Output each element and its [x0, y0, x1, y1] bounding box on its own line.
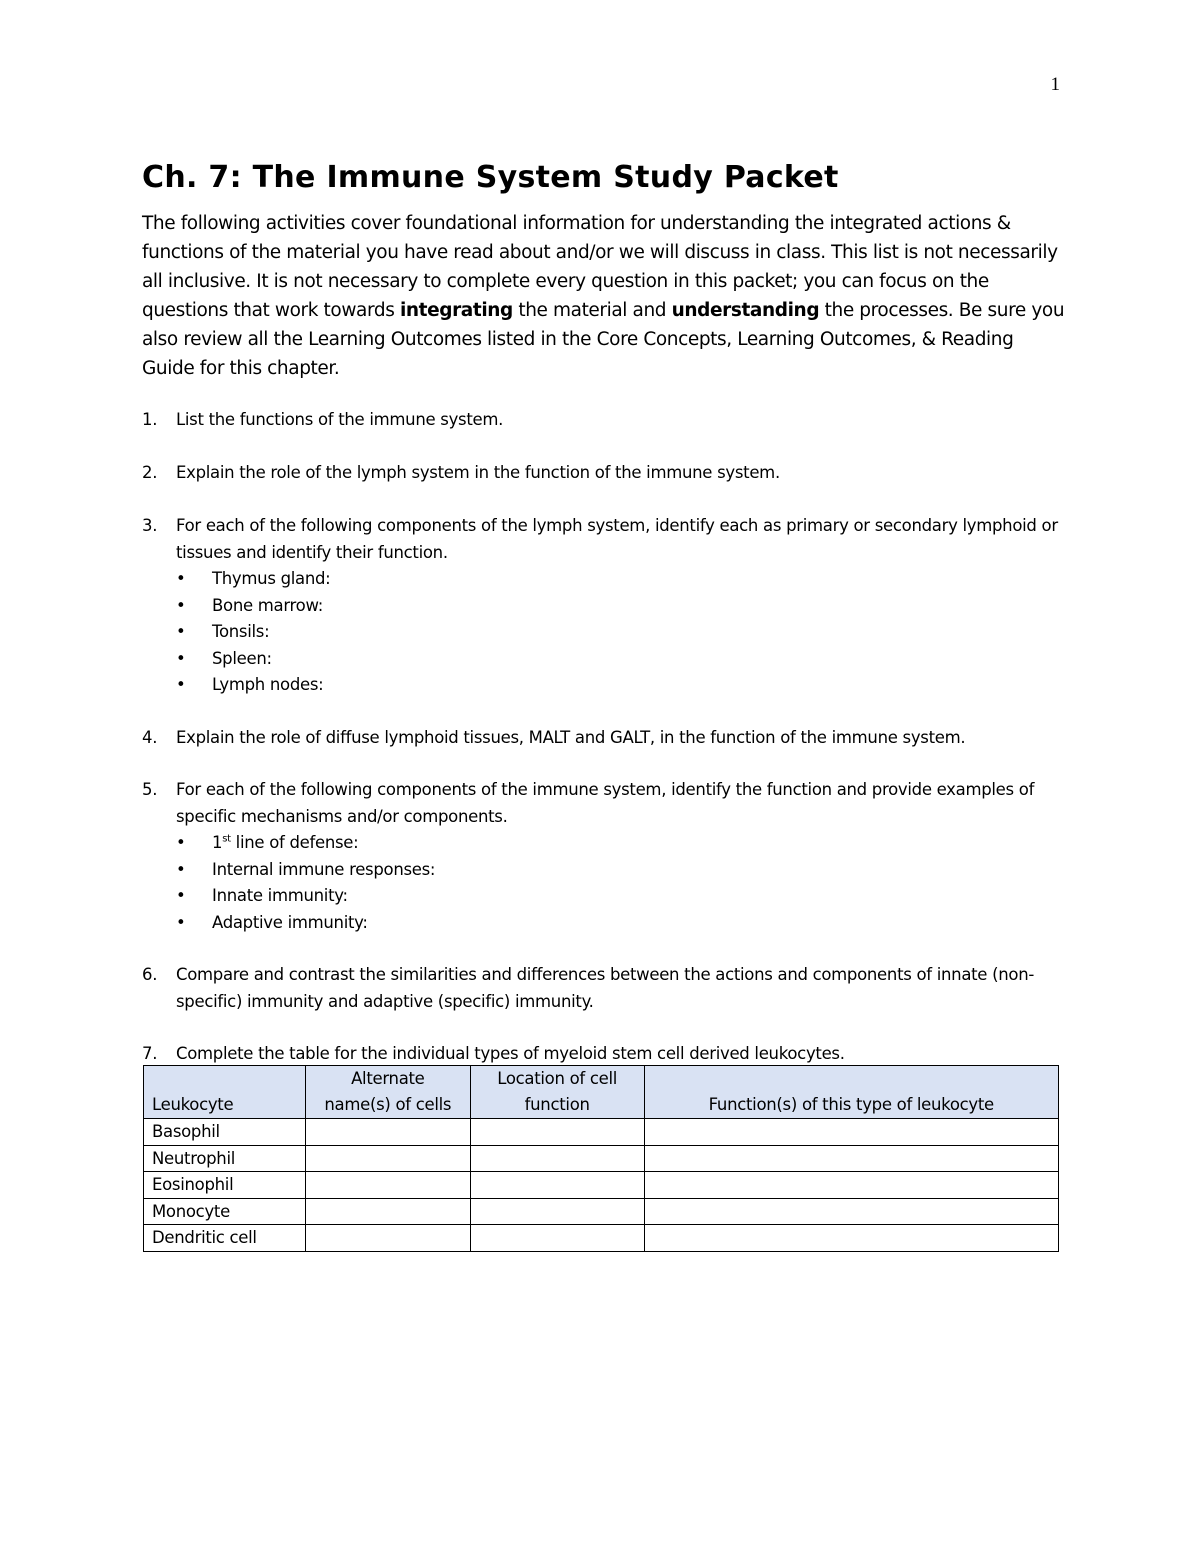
question-number: 6.: [142, 965, 158, 984]
question-text: Compare and contrast the similarities and differences between the actions and components of innate (non-specific) immunity and adaptive (specific) immunity.: [176, 965, 1035, 1011]
function-cell[interactable]: [644, 1198, 1058, 1225]
location-cell[interactable]: [470, 1145, 644, 1172]
table-row: [144, 1172, 1059, 1199]
column-header-location: Location of cell function: [470, 1066, 644, 1119]
list-item: • Spleen:: [176, 646, 1062, 673]
leukocyte-name-cell: Dendritic cell: [144, 1225, 306, 1252]
question-number: 5.: [142, 780, 158, 799]
intro-paragraph: [142, 209, 1067, 383]
bullet-icon: •: [176, 675, 186, 694]
leukocyte-name-cell: Basophil: [144, 1119, 306, 1146]
page-number: 1: [1050, 74, 1060, 95]
question-number: 3.: [142, 516, 158, 535]
alternate-names-cell[interactable]: [305, 1225, 470, 1252]
question-text: Explain the role of the lymph system in the function of the immune system.: [176, 463, 780, 482]
intro-text-1: The following activities cover foundational information for understanding the integrated actions & functions of the material you have read about and/or we will discuss in class. This list is not necessarily all inclusive. It is not necessary to complete every question in this packet; you can focus on the questions that work towards: [142, 213, 1058, 321]
list-item: • Thymus gland:: [176, 566, 1062, 593]
leukocyte-name-cell: Eosinophil: [144, 1172, 306, 1199]
question-text: Complete the table for the individual types of myeloid stem cell derived leukocytes.: [176, 1044, 845, 1063]
alternate-names-cell[interactable]: [305, 1198, 470, 1225]
column-header-leukocyte: Leukocyte: [144, 1066, 306, 1119]
location-cell[interactable]: [470, 1172, 644, 1199]
question-5: [142, 777, 1062, 936]
list-item: • Tonsils:: [176, 619, 1062, 646]
table-header-row: [144, 1066, 1059, 1119]
question-text: For each of the following components of the immune system, identify the function and provide examples of specific mechanisms and/or components.: [176, 780, 1035, 826]
question-3: [142, 513, 1062, 699]
question-7: [142, 1041, 1062, 1068]
leukocyte-name-cell: Neutrophil: [144, 1145, 306, 1172]
bullet-icon: •: [176, 886, 186, 905]
location-cell[interactable]: [470, 1119, 644, 1146]
function-cell[interactable]: [644, 1225, 1058, 1252]
column-header-function: Function(s) of this type of leukocyte: [644, 1066, 1058, 1119]
list-item: • Internal immune responses:: [176, 857, 1062, 884]
table-row: [144, 1198, 1059, 1225]
question-number: 1.: [142, 410, 158, 429]
alternate-names-cell[interactable]: [305, 1145, 470, 1172]
question-4: [142, 725, 1062, 752]
bullet-icon: •: [176, 595, 186, 615]
function-cell[interactable]: [644, 1119, 1058, 1146]
bullet-icon: •: [176, 833, 186, 852]
intro-emphasis-integrating: integrating: [399, 300, 513, 321]
intro-text-3: the processes. Be sure you also review all the Learning Outcomes listed in the Core Concepts, Learning Outcomes, & Reading Guide for this chapter.: [142, 300, 1065, 379]
bullet-icon: •: [176, 912, 186, 932]
function-cell[interactable]: [644, 1172, 1058, 1199]
table-row: [144, 1119, 1059, 1146]
table-row: [144, 1225, 1059, 1252]
bullet-list: [176, 830, 1062, 936]
column-header-alternate-names: Alternate name(s) of cells: [305, 1066, 470, 1119]
bullet-icon: •: [176, 648, 186, 668]
question-text: List the functions of the immune system.: [176, 410, 504, 429]
question-number: 4.: [142, 728, 158, 747]
list-item: • Innate immunity:: [176, 883, 1062, 910]
list-item: • Adaptive immunity:: [176, 910, 1062, 937]
question-1: [142, 407, 1062, 434]
bullet-icon: •: [176, 569, 186, 588]
intro-text-2: the material and: [512, 300, 672, 321]
bullet-list: [176, 566, 1062, 699]
list-item: • Lymph nodes:: [176, 672, 1062, 699]
question-6: [142, 962, 1062, 1015]
function-cell[interactable]: [644, 1145, 1058, 1172]
alternate-names-cell[interactable]: [305, 1172, 470, 1199]
question-text: Explain the role of diffuse lymphoid tissues, MALT and GALT, in the function of the immune system.: [176, 728, 966, 747]
question-text: For each of the following components of the lymph system, identify each as primary or secondary lymphoid or tissues and identify their function.: [176, 516, 1058, 562]
bullet-icon: •: [176, 622, 186, 641]
table-row: [144, 1145, 1059, 1172]
list-item: • Bone marrow:: [176, 593, 1062, 620]
bullet-icon: •: [176, 859, 186, 879]
question-number: 7.: [142, 1044, 158, 1063]
location-cell[interactable]: [470, 1225, 644, 1252]
page-title: Ch. 7: The Immune System Study Packet: [142, 160, 839, 195]
list-item: • 1st line of defense:: [176, 830, 1062, 857]
question-2: [142, 460, 1062, 487]
leukocyte-table: [143, 1065, 1059, 1252]
alternate-names-cell[interactable]: [305, 1119, 470, 1146]
leukocyte-name-cell: Monocyte: [144, 1198, 306, 1225]
intro-emphasis-understanding: understanding: [671, 300, 820, 321]
location-cell[interactable]: [470, 1198, 644, 1225]
question-number: 2.: [142, 463, 158, 482]
